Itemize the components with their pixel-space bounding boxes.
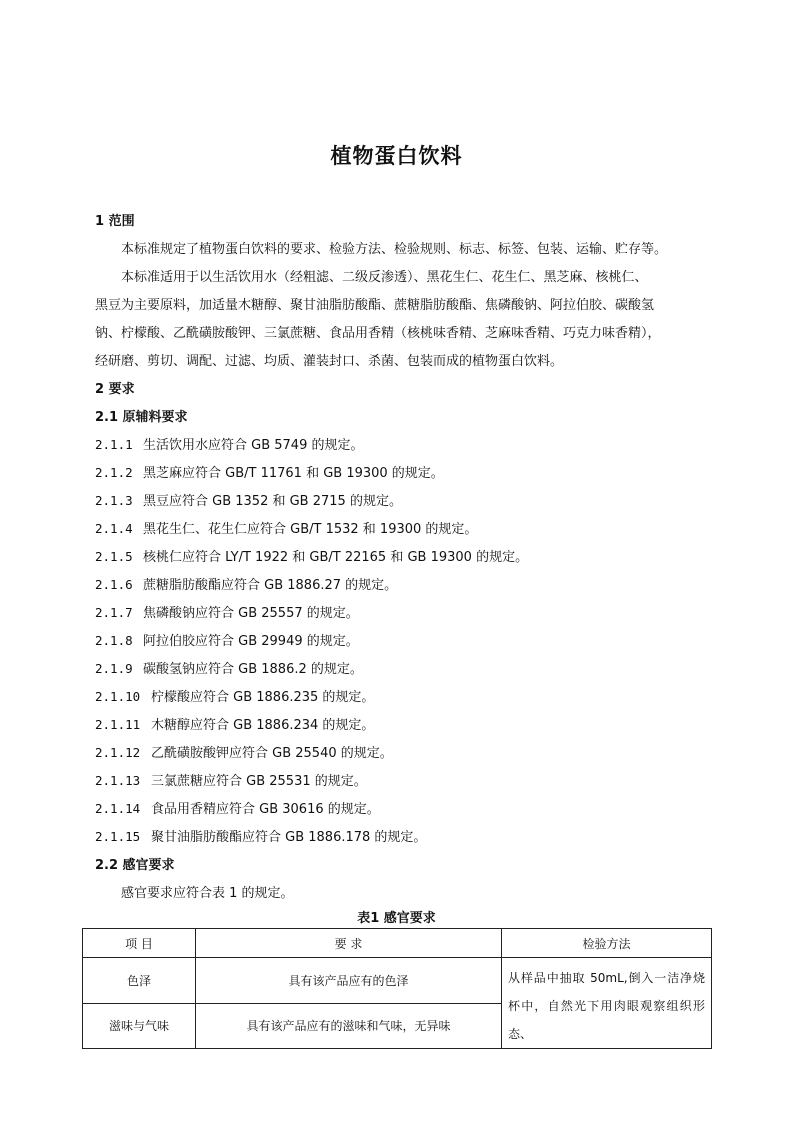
list-item: 2.1.11 木糖醇应符合 GB 1886.234 的规定。 [95,717,375,733]
row-requirement: 具有该产品应有的滋味和气味，无异味 [196,1003,502,1049]
test-method-cell: 从样品中抽取 50mL,倒入一洁净烧杯中，自然光下用肉眼观察组织形态、 [502,958,712,1049]
row-item: 色泽 [83,958,196,1004]
section-2-2-heading: 2.2 感官要求 [95,858,175,873]
scope-paragraph-1: 本标准规定了植物蛋白饮料的要求、检验方法、检验规则、标志、标签、包装、运输、贮存等。 [121,242,668,257]
list-item: 2.1.3 黑豆应符合 GB 1352 和 GB 2715 的规定。 [95,493,402,509]
sensory-requirements-table [82,928,712,1049]
list-item: 2.1.1 生活饮用水应符合 GB 5749 的规定。 [95,437,364,453]
list-item: 2.1.14 食品用香精应符合 GB 30616 的规定。 [95,801,380,817]
list-item: 2.1.15 聚甘油脂肪酸酯应符合 GB 1886.178 的规定。 [95,829,427,845]
list-item: 2.1.6 蔗糖脂肪酸酯应符合 GB 1886.27 的规定。 [95,577,398,593]
list-item: 2.1.13 三氯蔗糖应符合 GB 25531 的规定。 [95,773,367,789]
row-item: 滋味与气味 [83,1003,196,1049]
header-item: 项 目 [83,929,196,958]
list-item: 2.1.8 阿拉伯胶应符合 GB 29949 的规定。 [95,633,359,649]
section-2-1-heading: 2.1 原辅料要求 [95,410,188,425]
scope-paragraph-2-line-4: 经研磨、剪切、调配、过滤、均质、灌装封口、杀菌、包装而成的植物蛋白饮料。 [95,354,564,369]
list-item: 2.1.2 黑芝麻应符合 GB/T 11761 和 GB 19300 的规定。 [95,465,444,481]
list-item: 2.1.9 碳酸氢钠应符合 GB 1886.2 的规定。 [95,661,363,677]
table-row [83,958,712,1004]
section-1-heading: 1 范围 [95,214,135,229]
list-item: 2.1.7 焦磷酸钠应符合 GB 25557 的规定。 [95,605,359,621]
scope-paragraph-2-line-3: 钠、柠檬酸、乙酰磺胺酸钾、三氯蔗糖、食品用香精（核桃味香精、芝麻味香精、巧克力味香精）， [95,326,661,341]
scope-paragraph-2-line-1: 本标准适用于以生活饮用水（经粗滤、二级反渗透）、黑花生仁、花生仁、黑芝麻、核桃仁、 [121,270,648,285]
header-requirement: 要 求 [196,929,502,958]
table-1-caption: 表1 感官要求 [357,911,436,926]
header-method: 检验方法 [502,929,712,958]
list-item: 2.1.4 黑花生仁、花生仁应符合 GB/T 1532 和 19300 的规定。 [95,521,478,537]
document-title: 植物蛋白饮料 [330,144,463,168]
list-item: 2.1.5 核桃仁应符合 LY/T 1922 和 GB/T 22165 和 GB 19300 的规定。 [95,549,529,565]
sensory-intro: 感官要求应符合表 1 的规定。 [121,886,294,901]
row-requirement: 具有该产品应有的色泽 [196,958,502,1004]
list-item: 2.1.10 柠檬酸应符合 GB 1886.235 的规定。 [95,689,375,705]
section-2-heading: 2 要求 [95,382,135,397]
list-item: 2.1.12 乙酰磺胺酸钾应符合 GB 25540 的规定。 [95,745,393,761]
scope-paragraph-2-line-2: 黑豆为主要原料，加适量木糖醇、聚甘油脂肪酸酯、蔗糖脂肪酸酯、焦磷酸钠、阿拉伯胶、碳酸氢 [95,298,655,313]
table-header-row [83,929,712,958]
